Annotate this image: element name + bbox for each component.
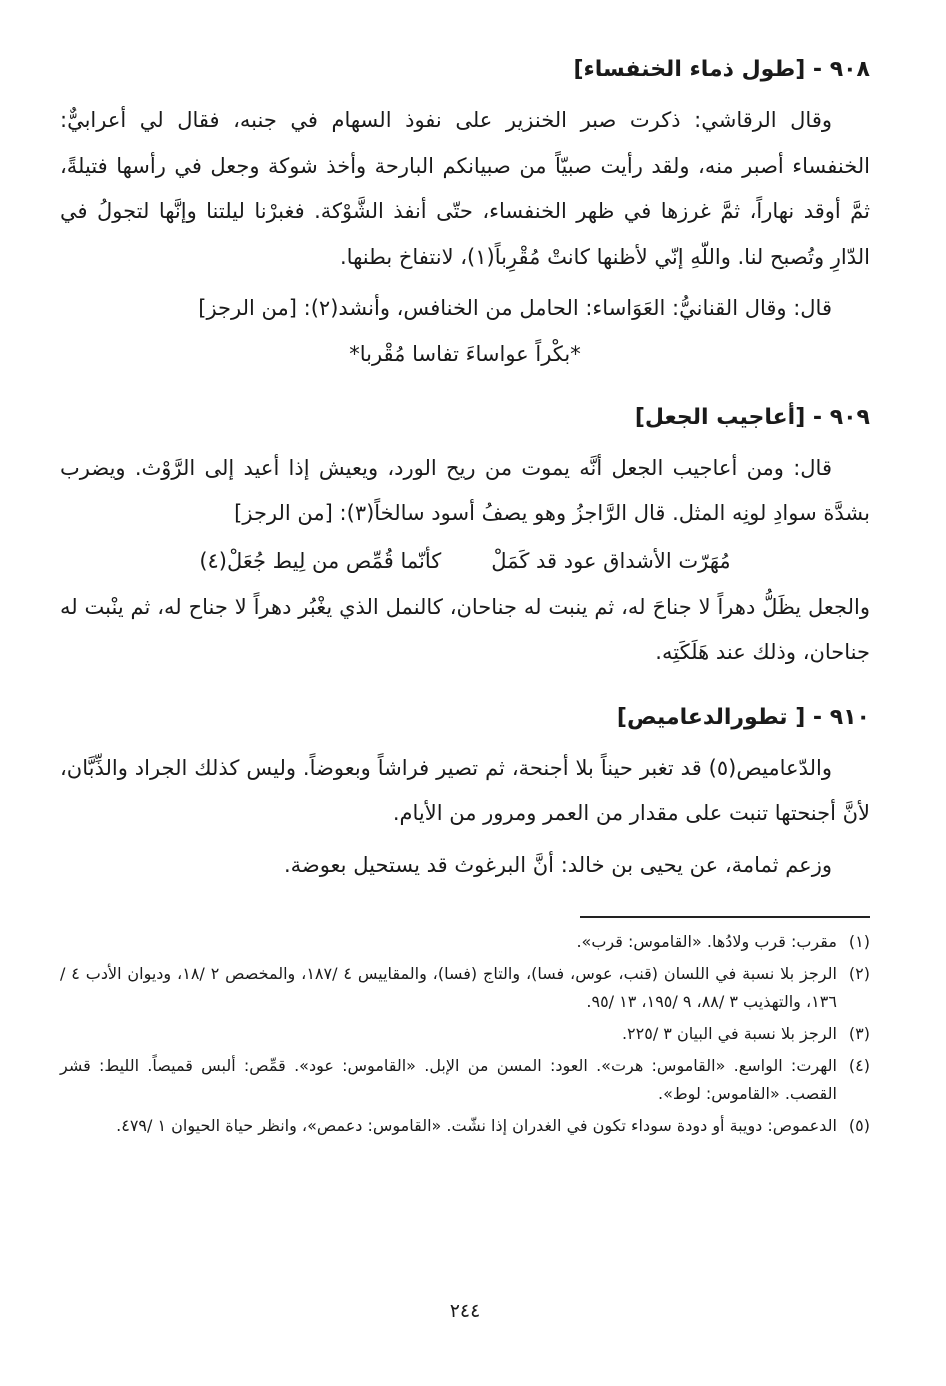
verse-hemistich-second: كأنّما قُمِّص من لِيط جُعَلْ(٤) xyxy=(199,548,442,573)
section-909 xyxy=(60,396,870,676)
section-908 xyxy=(60,48,870,376)
footnote-text: مقرب: قرب ولادُها. «القاموس: قرب». xyxy=(576,932,837,951)
footnote-number: (٤) xyxy=(848,1056,870,1075)
section-heading: ٩٠٩ - [أعاجيب الجعل] xyxy=(634,404,870,430)
footnote xyxy=(60,1112,870,1140)
footnote-text: الهرت: الواسع. «القاموس: هرت». العود: المسن من الإبل. «القاموس: عود». قمِّص: ألبس قميصاً. الليط: قشر القصب. «القاموس: لوط». xyxy=(60,1056,837,1103)
footnote-divider xyxy=(580,916,870,918)
verse-line: *بكْراً عواساءَ تفاسا مُقْربا* xyxy=(349,341,581,366)
footnote-number: (٢) xyxy=(848,964,870,983)
verse-hemistich-first: مُهَرّت الأشداق عود قد كَمَلْ xyxy=(491,548,731,573)
footnote-text: الدعموص: دويبة أو دودة سوداء تكون في الغدران إذا نشّت. «القاموس: دعمص»، وانظر حياة الحيوان ١ /٤٧٩. xyxy=(116,1116,837,1135)
paragraph: وقال الرقاشي: ذكرت صبر الخنزير على نفوذ السهام في جنبه، فقال لي أعرابيٌّ: الخنفساء أصبر منه، ولقد رأيت صبيّاً من صبيانكم البارحة وأخذ شوكة وجعل في رأسها فتيلةً، ثمَّ أوقد نهاراً، ثمَّ غرزها في ظهر الخنفساء، حتّى أنفذ الشَّوْكة. فغبرْنا ليلتنا وإنَّها لتجولُ في الدّارِ وتُصبح لنا. واللّهِ إنّي لأظنها كانتْ مُقْرِباً(١)، لانتفاخ بطنها. xyxy=(60,108,870,269)
paragraph: قال: ومن أعاجيب الجعل أنَّه يموت من ريح الورد، ويعيش إذا أعيد إلى الرَّوْث. ويضرب بشدَّة سوادِ لونِه المثل. قال الرَّاجزُ وهو يصفُ أسود سالخاً(٣): [من الرجز] xyxy=(60,455,870,525)
paragraph: والجعل يظَلُّ دهراً لا جناحَ له، ثم ينبت له جناحان، كالنمل الذي يغْبُر دهراً لا جناح له، ثم ينْبت له جناحان، وذلك عند هَلَكَتِه. xyxy=(60,594,870,664)
section-910 xyxy=(60,696,870,889)
footnote xyxy=(60,1020,870,1048)
footnote xyxy=(60,928,870,956)
paragraph: قال: وقال القنانيُّ: العَوَاساء: الحامل من الخنافس، وأنشد(٢): [من الرجز] xyxy=(198,296,832,320)
footnote-text: الرجز بلا نسبة في اللسان (قنب، عوس، فسا)، والتاج (فسا)، والمقاييس ٤ /١٨٧، والمخصص ٢ /١٨، وديوان الأدب ٤ /١٣٦، والتهذيب ٣ /٨٨، ٩ /١٩٥، ١٣ /٩٥. xyxy=(60,964,837,1011)
footnote-number: (٥) xyxy=(848,1116,870,1135)
footnote-number: (٣) xyxy=(848,1024,870,1043)
paragraph: والدّعاميص(٥) قد تغبر حيناً بلا أجنحة، ثم تصير فراشاً وبعوضاً. وليس كذلك الجراد والذِّبَّان، لأنَّ أجنحتها تنبت على مقدار من العمر ومرور من الأيام. xyxy=(60,755,870,825)
footnote-text: الرجز بلا نسبة في البيان ٣ /٢٢٥. xyxy=(621,1024,837,1043)
footnote xyxy=(60,960,870,1016)
verse-couplet xyxy=(60,537,870,585)
paragraph: وزعم ثمامة، عن يحيى بن خالد: أنَّ البرغوث قد يستحيل بعوضة. xyxy=(283,852,832,877)
footnote-number: (١) xyxy=(848,932,870,951)
page-number: ٢٤٤ xyxy=(449,1300,481,1322)
footnotes xyxy=(60,928,870,1140)
footnote xyxy=(60,1052,870,1108)
section-heading: ٩٠٨ - [طول ذماء الخنفساء] xyxy=(573,57,870,82)
section-heading: ٩١٠ - [ تطورالدعاميص] xyxy=(616,704,870,730)
book-page xyxy=(60,48,870,1368)
